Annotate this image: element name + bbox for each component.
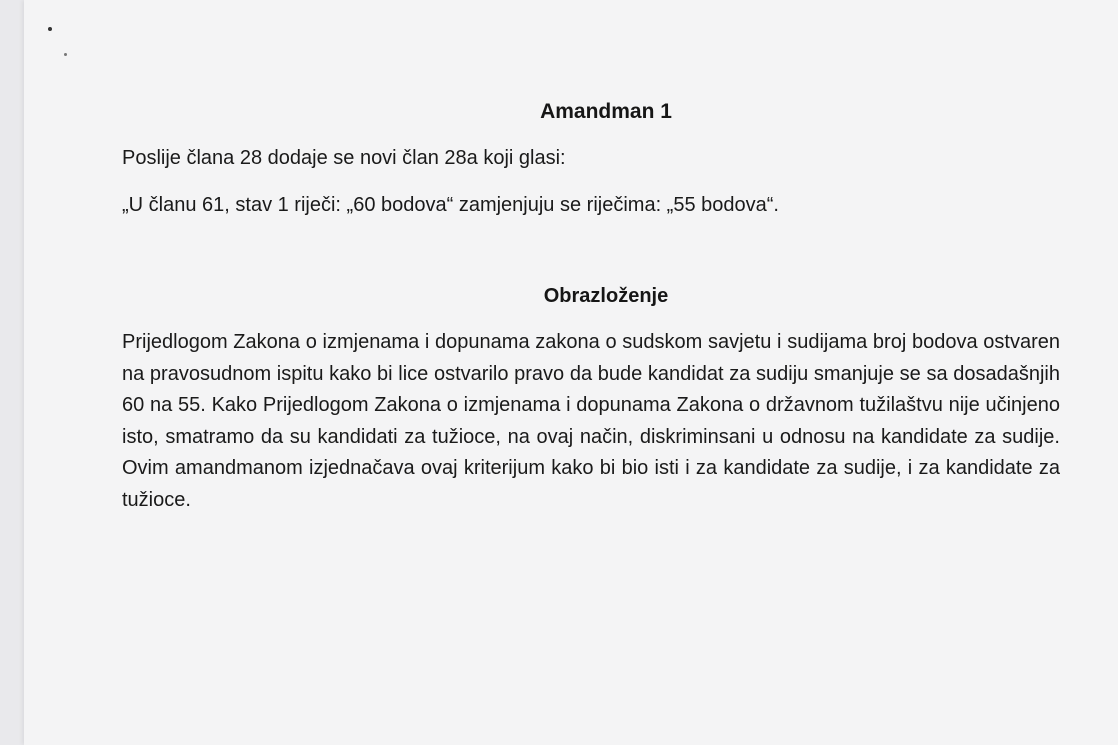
amendment-title: Amandman 1	[540, 100, 672, 123]
scan-speck	[48, 27, 52, 31]
document-page	[24, 0, 1118, 745]
intro-line: Poslije člana 28 dodaje se novi član 28a koji glasi:	[122, 147, 566, 169]
quote-line: „U članu 61, stav 1 riječi: „60 bodova“ zamjenjuju se riječima: „55 bodova“.	[122, 194, 779, 216]
scan-speck	[64, 53, 67, 56]
justification-heading: Obrazloženje	[543, 285, 669, 307]
justification-paragraph: Prijedlogom Zakona o izmjenama i dopunama zakona o sudskom savjetu i sudijama broj bodova ostvaren na pravosudnom ispitu kako bi lice ostvarilo pravo da bude kandidat za sudiju smanjuje se sa dosadašnjih 60 na 55. Kako Prijedlogom Zakona o izmjenama i dopunama Zakona o državnom tužilaštvu nije učinjeno isto, smatramo da su kandidati za tužioce, na ovaj način, diskriminsani u odnosu na kandidate za sudije. Ovim amandmanom izjednačava ovaj kriterijum kako bi bio isti i za kandidate za sudije, i za kandidate za tužioce.	[122, 331, 1060, 511]
